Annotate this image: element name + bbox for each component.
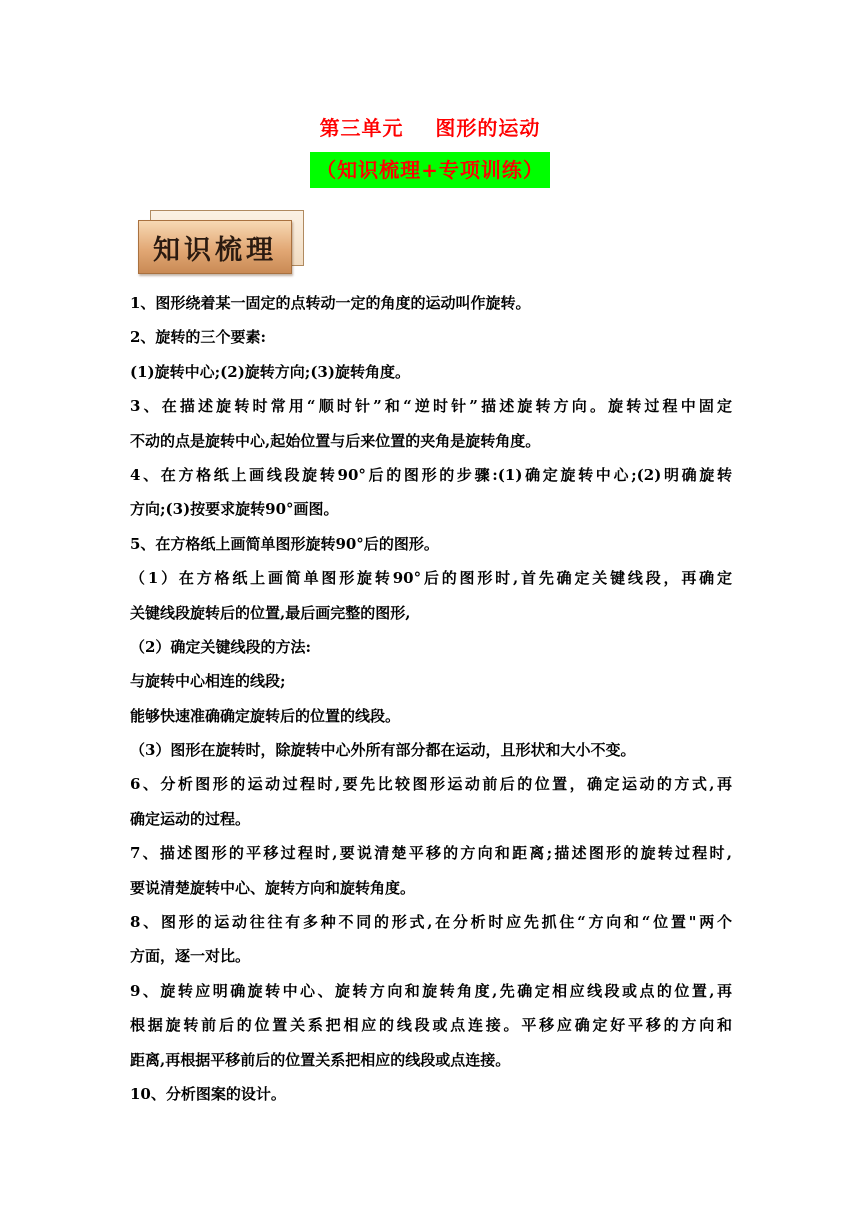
text-line: 6、分析图形的运动过程时,要先比较图形运动前后的位置，确定运动的方式,再: [130, 775, 732, 794]
text-line: 根据旋转前后的位置关系把相应的线段或点连接。平移应确定好平移的方向和: [130, 1016, 732, 1035]
text-line: 能够快速准确确定旋转后的位置的线段。: [130, 706, 401, 725]
text-line: 5、在方格纸上画简单图形旋转90°后的图形。: [130, 534, 439, 553]
text-line: 7、描述图形的平移过程时,要说清楚平移的方向和距离;描述图形的旋转过程时,: [130, 844, 732, 863]
text-line: 10、分析图案的设计。: [130, 1084, 286, 1103]
text-line: (1)旋转中心;(2)旋转方向;(3)旋转角度。: [130, 362, 410, 381]
page-title: 第三单元 图形的运动: [319, 116, 541, 140]
knowledge-content: [130, 286, 732, 1111]
text-line: 距离,再根据平移前后的位置关系把相应的线段或点连接。: [130, 1050, 511, 1069]
text-line: 8、图形的运动往往有多种不同的形式,在分析时应先抓住“方向和“位置"两个: [130, 913, 732, 932]
text-line: （2）确定关键线段的方法:: [130, 637, 311, 656]
page-subtitle: （知识梳理+专项训练）: [310, 152, 550, 188]
text-line: 方面，逐一对比。: [130, 947, 251, 966]
text-line: 关键线段旋转后的位置,最后画完整的图形,: [130, 603, 411, 622]
text-line: 与旋转中心相连的线段;: [130, 672, 286, 691]
text-line: 要说清楚旋转中心、旋转方向和旋转角度。: [130, 878, 416, 897]
text-line: 确定运动的过程。: [130, 809, 251, 828]
text-line: 1、图形绕着某一固定的点转动一定的角度的运动叫作旋转。: [130, 294, 531, 312]
text-line: 3、在描述旋转时常用“顺时针”和“逆时针”描述旋转方向。旋转过程中固定: [130, 397, 732, 416]
section-badge: [138, 220, 292, 274]
text-line: 9、旋转应明确旋转中心、旋转方向和旋转角度,先确定相应线段或点的位置,再: [130, 981, 732, 1000]
text-line: （1）在方格纸上画简单图形旋转90°后的图形时,首先确定关键线段，再确定: [130, 569, 732, 588]
text-line: 不动的点是旋转中心,起始位置与后来位置的夹角是旋转角度。: [130, 431, 541, 450]
text-line: （3）图形在旋转时，除旋转中心外所有部分都在运动，且形状和大小不变。: [130, 741, 636, 760]
subtitle-container: [0, 152, 860, 188]
text-line: 4、在方格纸上画线段旋转90°后的图形的步骤:(1)确定旋转中心;(2)明确旋转: [130, 465, 732, 484]
section-badge-label: 知识梳理: [153, 234, 277, 266]
text-line: 方向;(3)按要求旋转90°画图。: [130, 500, 339, 519]
text-line: 2、旋转的三个要素:: [130, 328, 266, 347]
